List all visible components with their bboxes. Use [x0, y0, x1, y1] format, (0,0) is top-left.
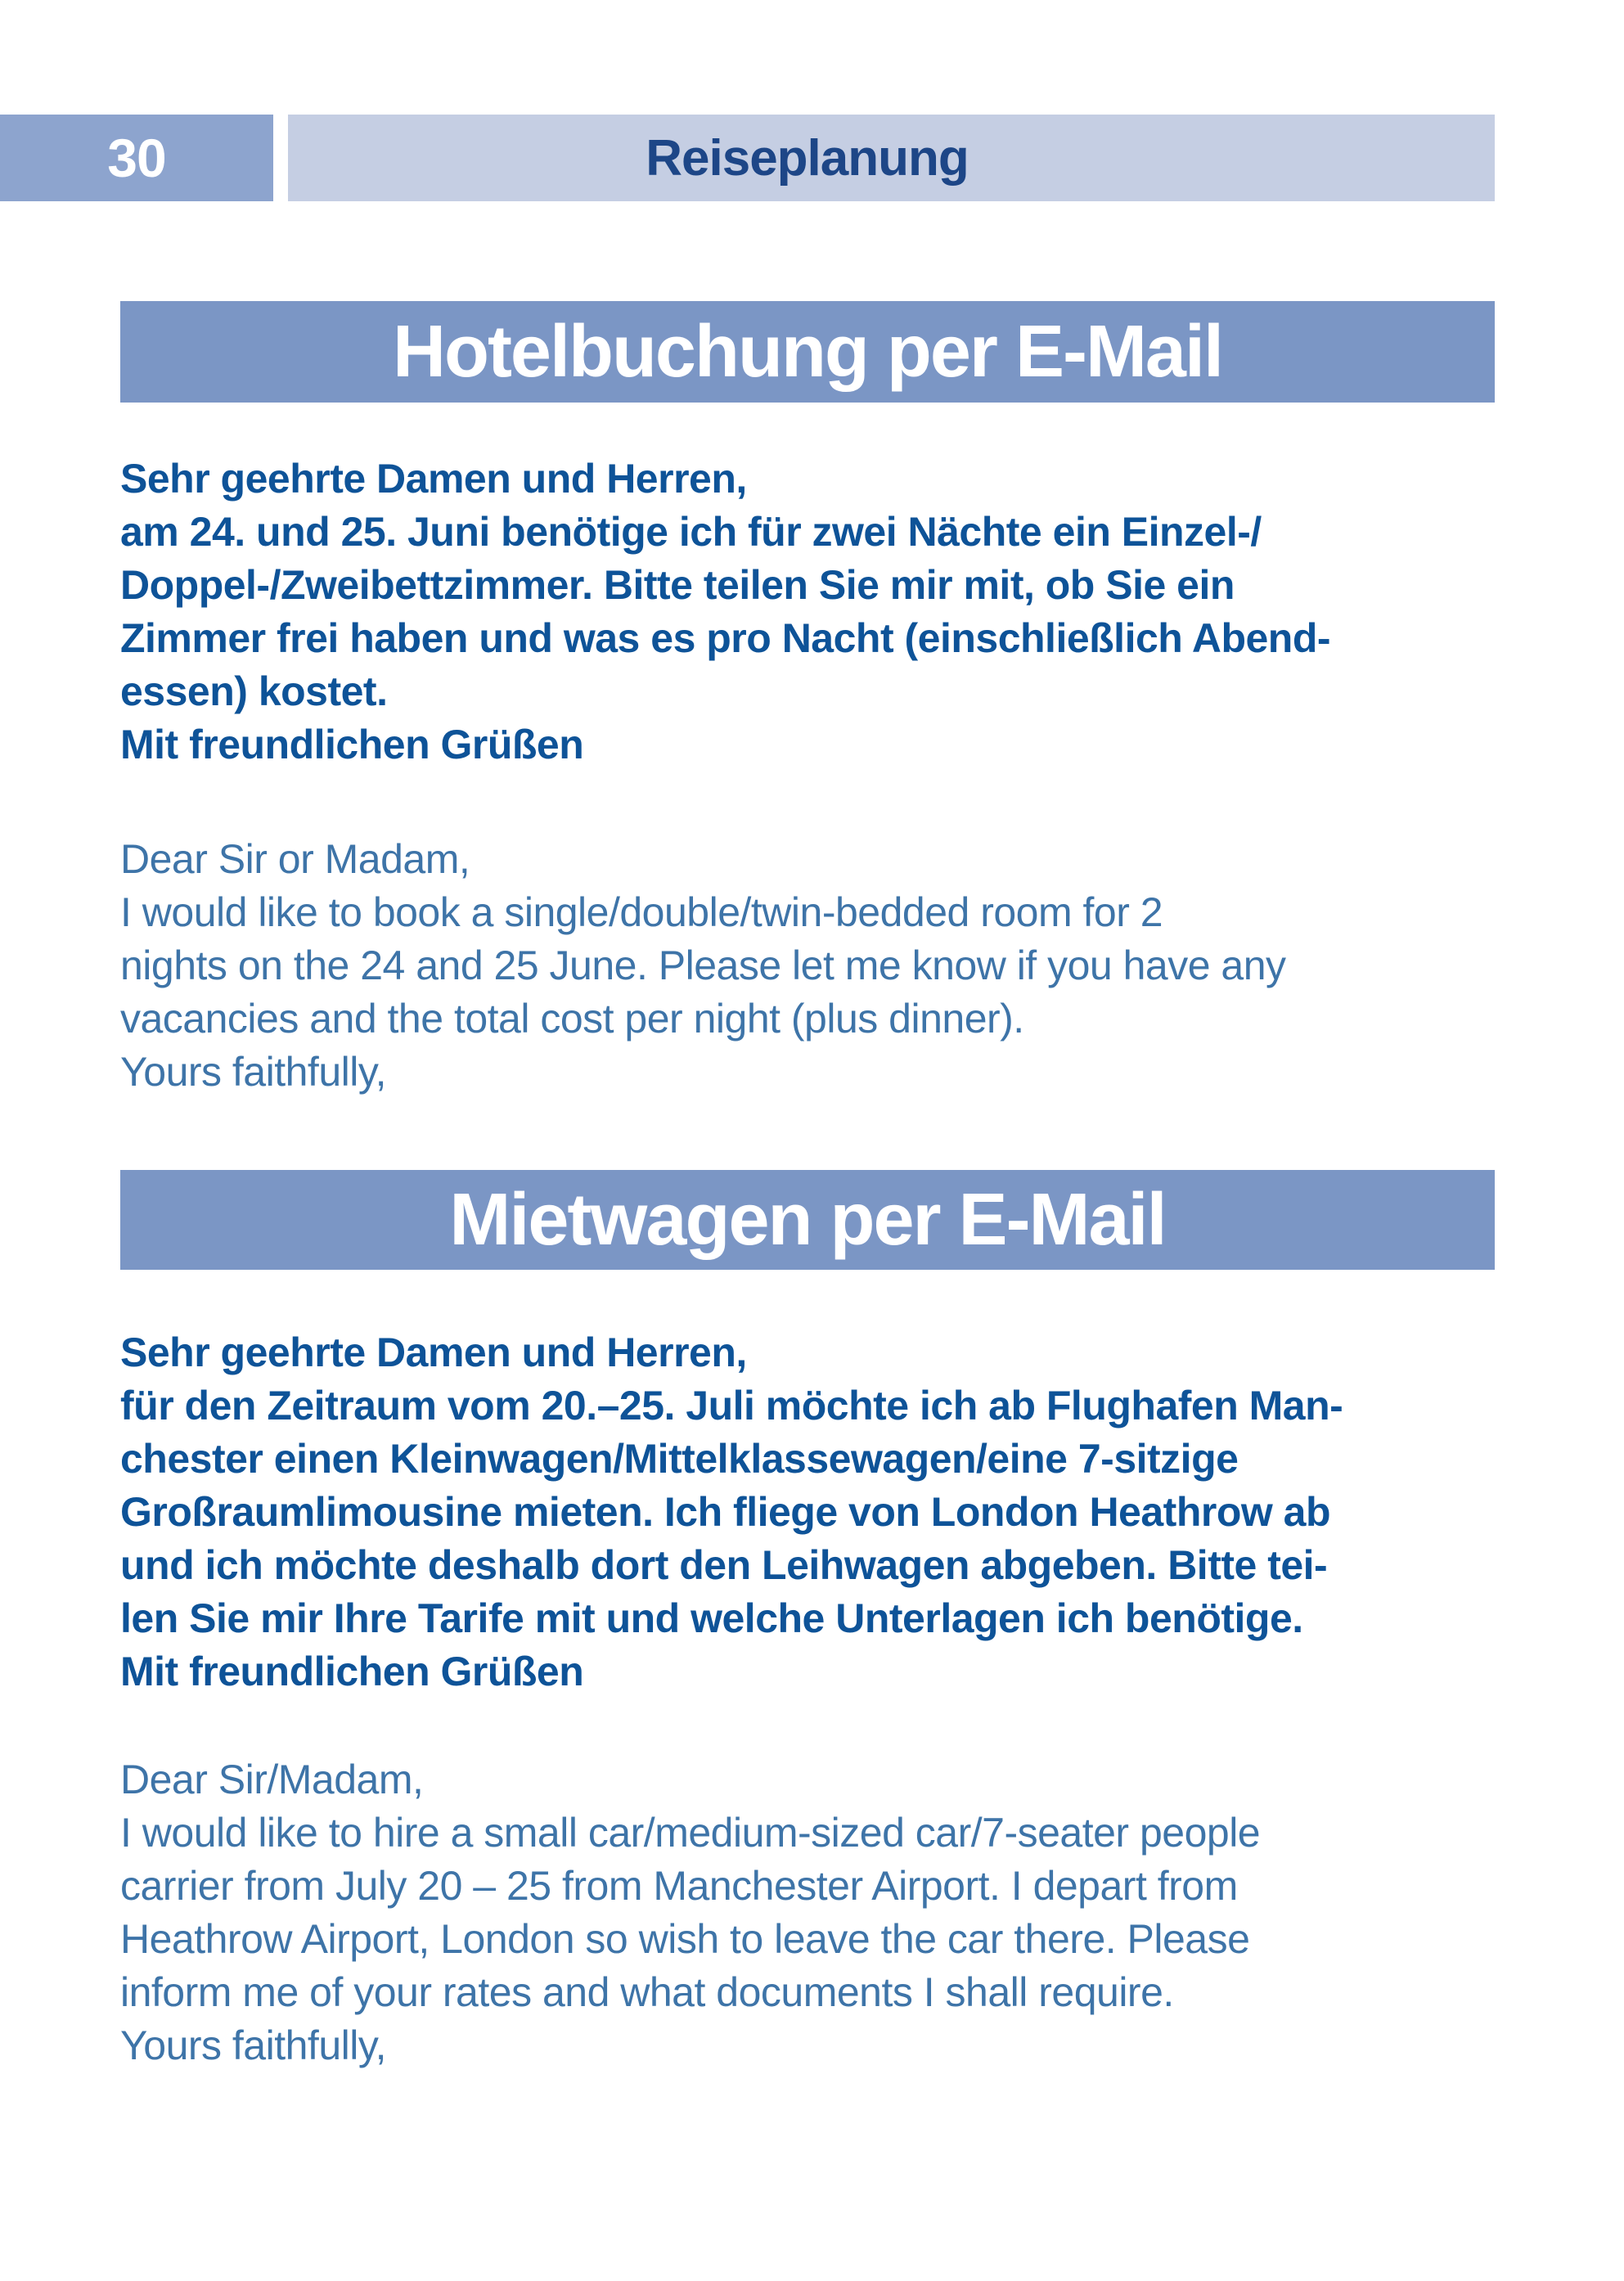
paragraph-line: carrier from July 20 – 25 from Manchester Airport. I depart from [120, 1863, 1238, 1909]
paragraph-line: Yours faithfully, [120, 2022, 387, 2068]
paragraph-line: Großraumlimousine mieten. Ich fliege von London Heathrow ab [120, 1489, 1330, 1535]
paragraph-line: inform me of your rates and what documents I shall require. [120, 1969, 1174, 2015]
paragraph-line: nights on the 24 and 25 June. Please let me know if you have any [120, 943, 1286, 988]
paragraph-line: Doppel-/Zweibettzimmer. Bitte teilen Sie mir mit, ob Sie ein [120, 562, 1235, 608]
paragraph-line: Zimmer frei haben und was es pro Nacht (einschließlich Abend- [120, 615, 1331, 661]
paragraph-line: für den Zeitraum vom 20.–25. Juli möchte ich ab Flughafen Man- [120, 1383, 1343, 1428]
section-title-bar-rental-car [120, 1170, 1495, 1270]
paragraph-line: Mit freundlichen Grüßen [120, 1649, 584, 1694]
german-paragraph-hotel [120, 452, 1511, 772]
paragraph-line: am 24. und 25. Juni benötige ich für zwei Nächte ein Einzel-/ [120, 509, 1262, 555]
paragraph-line: Mit freundlichen Grüßen [120, 722, 584, 767]
paragraph-line: Sehr geehrte Damen und Herren, [120, 1329, 747, 1375]
chapter-header-bar [288, 115, 1495, 201]
section-title-bar-hotel [120, 301, 1495, 403]
german-paragraph-rental-car [120, 1326, 1511, 1698]
paragraph-line: und ich möchte deshalb dort den Leihwagen abgeben. Bitte tei- [120, 1542, 1328, 1588]
paragraph-line: len Sie mir Ihre Tarife mit und welche Unterlagen ich benötige. [120, 1595, 1303, 1641]
paragraph-line: Dear Sir/Madam, [120, 1757, 424, 1802]
paragraph-line: Heathrow Airport, London so wish to leave the car there. Please [120, 1916, 1250, 1962]
section-title: Hotelbuchung per E-Mail [392, 310, 1222, 393]
paragraph-line: Sehr geehrte Damen und Herren, [120, 456, 747, 502]
paragraph-line: I would like to book a single/double/twin-bedded room for 2 [120, 889, 1163, 935]
chapter-title: Reiseplanung [646, 129, 969, 187]
english-paragraph-hotel [120, 833, 1511, 1099]
paragraph-line: Yours faithfully, [120, 1049, 387, 1095]
english-paragraph-rental-car [120, 1753, 1511, 2072]
paragraph-line: chester einen Kleinwagen/Mittelklassewagen/eine 7-sitzige [120, 1436, 1239, 1482]
paragraph-line: Dear Sir or Madam, [120, 836, 470, 882]
paragraph-line: essen) kostet. [120, 668, 388, 714]
page-number: 30 [107, 128, 166, 188]
section-title: Mietwagen per E-Mail [449, 1178, 1166, 1261]
paragraph-line: I would like to hire a small car/medium-sized car/7-seater people [120, 1810, 1261, 1856]
page-number-box [0, 115, 273, 201]
paragraph-line: vacancies and the total cost per night (plus dinner). [120, 996, 1024, 1042]
